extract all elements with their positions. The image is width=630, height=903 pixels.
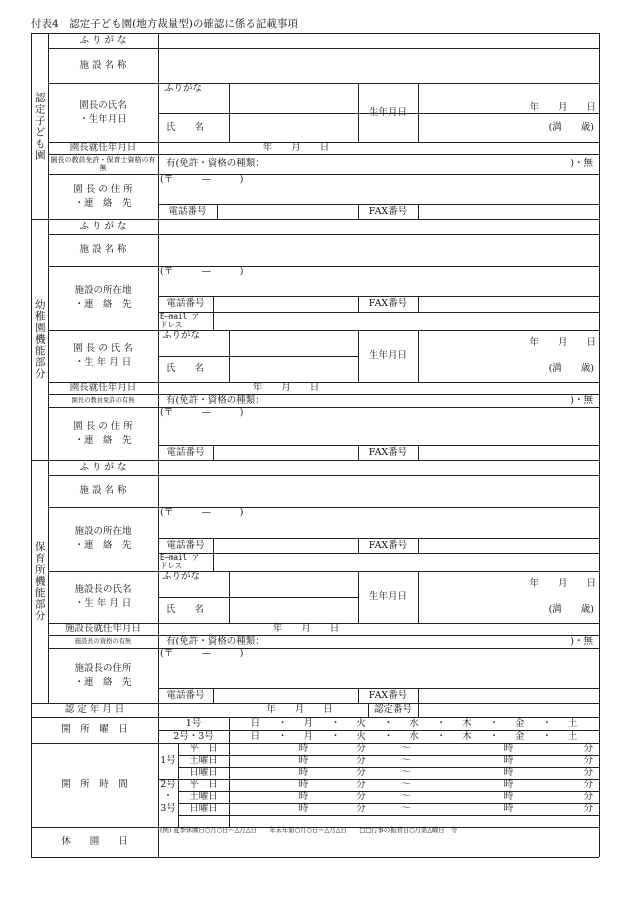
grid-line xyxy=(158,827,159,857)
director-name-birth-label-line2: ・生 年 月 日 xyxy=(74,357,132,369)
head-name-label: 氏 名 xyxy=(166,604,205,616)
section-label-kindergarten: 認定子ども園 xyxy=(33,91,46,161)
director-name-birth-label-line1: 園長の氏名 xyxy=(79,99,127,111)
facility-name-label: 施 設 名 称 xyxy=(79,485,127,497)
hours-group1-label: 1号 xyxy=(160,755,176,767)
director-name-label: 氏 名 xyxy=(166,363,205,375)
weekday-separator: ・ ・ xyxy=(542,718,552,742)
weekday-2: 火 xyxy=(356,730,366,742)
hours-tilde: ～ xyxy=(401,779,411,791)
hours-daytype: 平 日 xyxy=(189,779,218,791)
grid-line xyxy=(178,803,599,804)
grid-line xyxy=(229,743,230,827)
grid-line xyxy=(178,767,599,768)
age-value: (満 歳) xyxy=(548,121,594,133)
location-email-label: E—mail アドレス xyxy=(160,552,200,570)
birthdate-label: 生年月日 xyxy=(368,350,407,362)
grid-line xyxy=(178,791,599,792)
director-phone-label: 電話番号 xyxy=(168,205,207,217)
director-fax-label: FAX番号 xyxy=(368,205,408,217)
license-question: 園長の教員免許・保育士資格の有無 xyxy=(50,155,156,172)
grid-line xyxy=(599,33,600,857)
head-fax-label: FAX番号 xyxy=(368,689,408,701)
age-value: (満 歳) xyxy=(548,604,594,616)
director-furigana-label: ふりがな xyxy=(162,330,201,341)
hours-minute-end: 分 xyxy=(583,755,593,767)
hours-hour-start: 時 xyxy=(298,803,309,815)
hours-daytype: 土曜日 xyxy=(189,791,218,803)
form-table xyxy=(31,33,599,857)
head-address-label-line1: 施設長の住所 xyxy=(74,662,132,674)
grid-line xyxy=(217,204,218,219)
director-furigana-label: ふりがな xyxy=(164,83,203,94)
open-days-type1: 1号 xyxy=(185,717,202,729)
grid-line xyxy=(213,445,214,460)
grid-line xyxy=(418,296,419,312)
grid-line xyxy=(213,538,214,571)
location-label-line2: ・連 絡 先 xyxy=(74,299,132,311)
director-start-label: 園長就任年月日 xyxy=(69,142,137,154)
director-name-label: 氏 名 xyxy=(166,121,205,133)
location-label-line2: ・連 絡 先 xyxy=(74,540,132,552)
holidays-label: 休 園 日 xyxy=(61,836,128,848)
hours-minute-end: 分 xyxy=(583,803,593,815)
birthdate-value: 年 月 日 xyxy=(529,578,596,590)
grid-line xyxy=(48,648,599,649)
birthdate-value: 年 月 日 xyxy=(529,337,596,349)
hours-minute-end: 分 xyxy=(583,779,593,791)
weekday-4: 木 xyxy=(462,717,472,729)
head-start-label: 施設長就任年月日 xyxy=(64,623,141,635)
section-label-nursery-function: 保育所機能部分 xyxy=(33,541,46,622)
location-postal: (〒 — ) xyxy=(160,507,244,518)
license-none: )・無 xyxy=(570,394,593,406)
weekday-6: 土 xyxy=(567,730,578,742)
hours-daytype: 土曜日 xyxy=(189,755,218,767)
grid-line xyxy=(48,174,599,175)
weekday-6: 土 xyxy=(567,717,578,729)
cert-date-label: 認 定 年 月 日 xyxy=(64,704,125,716)
weekday-separator: ・ ・ xyxy=(489,718,499,742)
facility-name-label: 施 設 名 称 xyxy=(79,244,127,256)
director-name-birth-label-line1: 園 長 の 氏 名 xyxy=(73,343,133,355)
head-name-birth-label-line2: ・生 年 月 日 xyxy=(74,598,132,610)
hours-minute-start: 分 xyxy=(356,803,366,815)
director-address-label-line2: ・連 絡 先 xyxy=(74,197,132,209)
hours-hour-end: 時 xyxy=(503,779,514,791)
weekday-2: 火 xyxy=(356,717,366,729)
grid-line xyxy=(158,553,599,554)
license-types: 有(免許・資格の種類： xyxy=(166,394,265,406)
grid-line xyxy=(213,296,214,330)
grid-line xyxy=(418,688,419,703)
age-value: (満 歳) xyxy=(548,363,594,375)
hours-hour-end: 時 xyxy=(503,803,514,815)
license-types: 有(免許・資格の種類： xyxy=(166,158,265,170)
license-question: 園長の教員免許の有無 xyxy=(71,396,135,404)
hours-hour-start: 時 xyxy=(298,791,309,803)
furigana-label: ふ り が な xyxy=(79,34,127,46)
director-address-label-line1: 園 長 の 住 所 xyxy=(73,183,133,195)
location-phone-label: 電話番号 xyxy=(166,539,205,551)
grid-line xyxy=(418,538,419,553)
location-email-label: E—mail アドレス xyxy=(160,311,200,329)
grid-line xyxy=(213,688,214,703)
hours-hour-start: 時 xyxy=(298,779,309,791)
location-phone-label: 電話番号 xyxy=(166,298,205,310)
grid-line xyxy=(31,857,599,858)
hours-minute-start: 分 xyxy=(356,779,366,791)
director-postal: (〒 — ) xyxy=(160,407,244,418)
director-name-birth-label-line2: ・生年月日 xyxy=(79,113,127,125)
grid-line xyxy=(178,755,599,756)
grid-line xyxy=(418,445,419,460)
head-furigana-label: ふりがな xyxy=(162,571,201,582)
hours-minute-end: 分 xyxy=(583,743,593,755)
director-fax-label: FAX番号 xyxy=(368,446,408,458)
birthdate-value: 年 月 日 xyxy=(529,101,596,113)
head-start-value: 年 月 日 xyxy=(272,623,340,635)
holidays-example: (例) 夏季休園日○月○日～△月△日 年末年始○月○日～△月△日 □□行事の振替日○月第△曜日 等 xyxy=(160,827,458,834)
director-start-value: 年 月 日 xyxy=(252,382,320,394)
grid-line xyxy=(158,312,599,313)
weekday-separator: ・ ・ xyxy=(277,718,288,742)
director-postal: (〒 — ) xyxy=(160,174,244,185)
head-postal: (〒 — ) xyxy=(160,648,244,659)
furigana-label: ふ り が な xyxy=(79,220,127,232)
location-fax-label: FAX番号 xyxy=(368,539,408,551)
hours-hour-start: 時 xyxy=(298,767,309,779)
hours-hour-start: 時 xyxy=(298,743,309,755)
hours-hour-end: 時 xyxy=(503,743,514,755)
hours-tilde: ～ xyxy=(401,803,411,815)
weekday-3: 水 xyxy=(409,717,419,729)
birthdate-label: 生年月日 xyxy=(368,106,407,118)
director-start-value: 年 月 日 xyxy=(262,142,330,154)
weekday-separator: ・ ・ xyxy=(436,718,446,742)
hours-group23-label-b: ・ xyxy=(163,791,173,803)
location-postal: (〒 — ) xyxy=(160,266,244,277)
director-address-label-line1: 園 長 の 住 所 xyxy=(73,420,133,432)
grid-line xyxy=(178,815,599,816)
hours-daytype: 平 日 xyxy=(189,743,218,755)
weekday-4: 木 xyxy=(462,730,472,742)
facility-name-label: 施 設 名 称 xyxy=(79,59,127,71)
weekday-separator: ・ ・ xyxy=(383,718,394,742)
hours-group23-label-a: 2号 xyxy=(160,779,176,791)
hours-group23-label-c: 3号 xyxy=(160,803,176,815)
weekday-0: 日 xyxy=(250,717,261,729)
location-fax-label: FAX番号 xyxy=(368,298,408,310)
hours-hour-end: 時 xyxy=(503,755,514,767)
hours-minute-start: 分 xyxy=(356,743,366,755)
weekday-3: 水 xyxy=(409,730,419,742)
cert-date-value: 年 月 日 xyxy=(266,704,333,716)
weekday-5: 金 xyxy=(514,717,525,729)
weekday-5: 金 xyxy=(514,730,525,742)
hours-minute-start: 分 xyxy=(356,755,366,767)
hours-daytype: 日曜日 xyxy=(189,803,218,815)
grid-line xyxy=(229,83,230,142)
grid-line xyxy=(158,703,159,717)
license-types: 有(免許・資格の種類： xyxy=(166,635,265,647)
hours-tilde: ～ xyxy=(401,791,411,803)
weekday-0: 日 xyxy=(250,730,261,742)
hours-hour-end: 時 xyxy=(503,767,514,779)
head-name-birth-label-line1: 施設長の氏名 xyxy=(74,584,132,596)
hours-minute-start: 分 xyxy=(356,791,366,803)
head-phone-label: 電話番号 xyxy=(166,689,205,701)
open-hours-label: 開 所 時 間 xyxy=(61,779,128,791)
birthdate-label: 生年月日 xyxy=(368,591,407,603)
grid-line xyxy=(418,703,419,717)
hours-tilde: ～ xyxy=(401,743,411,755)
weekday-1: 月 xyxy=(303,730,314,742)
hours-daytype: 日曜日 xyxy=(189,767,218,779)
location-label-line1: 施設の所在地 xyxy=(74,526,132,538)
director-phone-label: 電話番号 xyxy=(166,446,205,458)
document-title: 付表4 認定子ども園(地方裁量型)の確認に係る記載事項 xyxy=(31,18,298,30)
weekday-separator: ・ ・ xyxy=(330,718,341,742)
hours-hour-start: 時 xyxy=(298,755,309,767)
location-label-line1: 施設の所在地 xyxy=(74,285,132,297)
license-none: )・無 xyxy=(570,635,593,647)
hours-minute-end: 分 xyxy=(583,767,593,779)
open-days-label: 開 所 曜 日 xyxy=(61,724,128,736)
license-none: )・無 xyxy=(570,158,593,170)
section-label-kindergarten-function: 幼稚園機能部分 xyxy=(33,299,46,380)
grid-line xyxy=(48,266,599,267)
director-start-label: 園長就任年月日 xyxy=(69,382,137,394)
cert-number-label: 認定番号 xyxy=(373,704,412,716)
hours-tilde: ～ xyxy=(401,767,411,779)
open-days-type23: 2号・3号 xyxy=(173,730,214,742)
grid-line xyxy=(48,507,599,508)
director-address-label-line2: ・連 絡 先 xyxy=(74,434,132,446)
hours-tilde: ～ xyxy=(401,755,411,767)
furigana-label: ふ り が な xyxy=(79,461,127,473)
license-question: 施設長の資格の有無 xyxy=(74,637,132,645)
hours-minute-start: 分 xyxy=(356,767,366,779)
weekday-1: 月 xyxy=(303,717,314,729)
hours-minute-end: 分 xyxy=(583,791,593,803)
head-address-label-line2: ・連 絡 先 xyxy=(74,676,132,688)
hours-hour-end: 時 xyxy=(503,791,514,803)
grid-line xyxy=(48,407,599,408)
grid-line xyxy=(418,204,419,219)
